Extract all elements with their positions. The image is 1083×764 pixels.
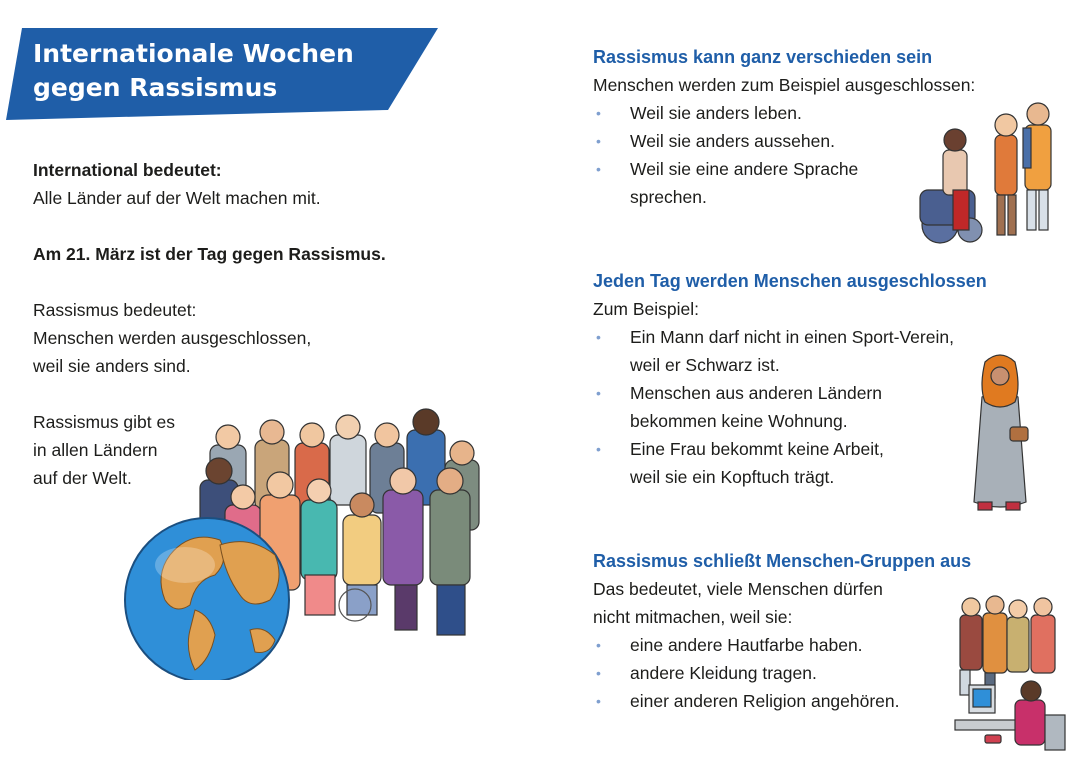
crowd-globe-illustration — [115, 405, 485, 680]
globe-icon — [125, 518, 289, 680]
section1-intro: Menschen werden zum Beispiel ausgeschlossen: — [593, 75, 976, 95]
bullet-icon: • — [596, 693, 601, 709]
list-item: • Menschen aus anderen Ländern bekommen keine Wohnung. — [593, 379, 970, 435]
section3-list — [593, 631, 970, 715]
march-day-text: Am 21. März ist der Tag gegen Rassismus. — [33, 244, 386, 264]
bullet-icon: • — [596, 161, 601, 177]
everywhere-line1: Rassismus gibt es — [33, 412, 175, 432]
section2-heading: Jeden Tag werden Menschen ausgeschlossen — [593, 271, 987, 291]
page-title — [33, 37, 423, 105]
meaning-line2: weil sie anders sind. — [33, 356, 191, 376]
group-computer-illustration — [945, 595, 1070, 755]
everywhere-line3: auf der Welt. — [33, 468, 132, 488]
headscarf-woman-illustration — [960, 352, 1040, 517]
list-item: • andere Kleidung tragen. — [593, 659, 970, 687]
page-title-line2: gegen Rassismus — [33, 73, 278, 102]
section2-intro: Zum Beispiel: — [593, 299, 700, 319]
list-item: • Ein Mann darf nicht in einen Sport-Verein, weil er Schwarz ist. — [593, 323, 970, 379]
bullet-icon: • — [596, 665, 601, 681]
section3-heading: Rassismus schließt Menschen-Gruppen aus — [593, 551, 972, 571]
bullet-icon: • — [596, 385, 601, 401]
meaning-label: Rassismus bedeutet: — [33, 300, 197, 320]
bullet-icon: • — [596, 133, 601, 149]
list-item: • Weil sie eine andere Sprache sprechen. — [593, 155, 970, 211]
list-item: • Eine Frau bekommt keine Arbeit, weil sie ein Kopftuch trägt. — [593, 435, 970, 491]
section3-intro-line2: nicht mitmachen, weil sie: — [593, 607, 793, 627]
section3-intro-line1: Das bedeutet, viele Menschen dürfen — [593, 579, 883, 599]
wheelchair-group-illustration — [915, 100, 1077, 250]
section1-heading: Rassismus kann ganz verschieden sein — [593, 47, 933, 67]
meaning-line1: Menschen werden ausgeschlossen, — [33, 328, 312, 348]
bullet-icon: • — [596, 105, 601, 121]
list-item: • Weil sie anders aussehen. — [593, 127, 970, 155]
international-text: Alle Länder auf der Welt machen mit. — [33, 188, 321, 208]
international-heading: International bedeutet: — [33, 160, 222, 180]
bullet-icon: • — [596, 441, 601, 457]
bullet-icon: • — [596, 637, 601, 653]
list-item: • eine andere Hautfarbe haben. — [593, 631, 970, 659]
section2-list — [593, 323, 970, 491]
bullet-icon: • — [596, 329, 601, 345]
page-title-line1: Internationale Wochen — [33, 39, 354, 68]
list-item: • einer anderen Religion angehören. — [593, 687, 970, 715]
everywhere-line2: in allen Ländern — [33, 440, 158, 460]
section1-list — [593, 99, 970, 211]
list-item: • Weil sie anders leben. — [593, 99, 970, 127]
